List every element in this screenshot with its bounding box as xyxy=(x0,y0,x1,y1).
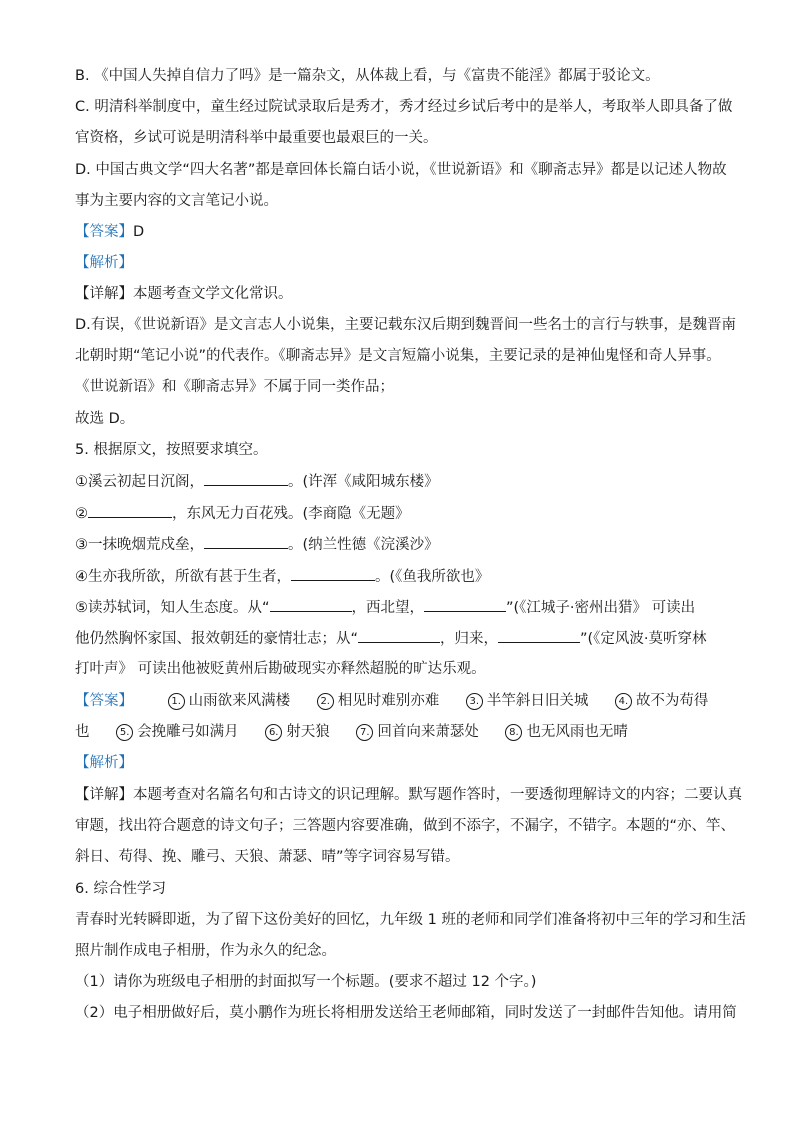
q5-item-5-text-c: ”(《江城子·密州出猎》 可读出 xyxy=(506,600,696,616)
q4-explanation-1: D.有误，《世说新语》是文言志人小说集，主要记载东汉后期到魏晋间一些名士的言行与轶事，是魏晋南 xyxy=(75,317,737,333)
answer-item: 5. 会挽雕弓如满月 xyxy=(116,724,239,740)
fill-blank[interactable] xyxy=(424,597,506,612)
answer-item: 2. 相见时难别亦难 xyxy=(317,693,440,709)
q5-item-2-text: ，东风无力百花残。(李商隐《无题》 xyxy=(172,506,410,522)
q5-item-5-text-d: 他仍然胸怀家国、报效朝廷的豪情壮志；从“ xyxy=(75,631,359,647)
answer-label: 【答案】 xyxy=(75,224,133,240)
detail-label: 【详解】 xyxy=(75,286,133,302)
q5-detail-3: 斜日、苟得、挽、雕弓、天狼、萧瑟、晴”等字词容易写错。 xyxy=(75,849,460,865)
option-d-line-2: 事为主要内容的文言笔记小说。 xyxy=(75,193,278,209)
answer-item: 3. 半竿斜日旧关城 xyxy=(466,693,589,709)
option-c-line-2: 官资格，乡试可说是明清科举中最重要也最艰巨的一关。 xyxy=(75,130,438,146)
answer-item: 4. 故不为苟得 xyxy=(615,693,709,709)
q5-item-5-line-3: 打叶声》 可读出他被贬黄州后勘破现实亦释然超脱的旷达乐观。 xyxy=(75,661,486,677)
q4-explanation-3: 《世说新语》和《聊斋志异》不属于同一类作品； xyxy=(75,379,394,395)
q5-detail-2: 审题，找出符合题意的诗文句子；三答题内容要准确，做到不添字，不漏字，不错字。本题的“亦、竿、 xyxy=(75,818,736,834)
q6-intro-2: 照片制作成电子相册，作为永久的纪念。 xyxy=(75,943,336,959)
fill-blank[interactable] xyxy=(88,503,172,518)
q5-answer-row-2 xyxy=(75,722,628,742)
fill-blank[interactable] xyxy=(270,597,352,612)
q5-detail-1 xyxy=(75,785,742,805)
q6-subquestion-2: （2）电子相册做好后，莫小鹏作为班长将相册发送给王老师邮箱，同时发送了一封邮件告知他。请用简 xyxy=(75,1005,737,1021)
answer-wrap: 也 xyxy=(75,724,90,740)
q5-item-5-line-2 xyxy=(75,628,707,649)
q5-item-1-source: 。(许浑《咸阳城东楼》 xyxy=(288,474,439,490)
q4-explanation-2: 北朝时期“笔记小说”的代表作。《聊斋志异》是文言短篇小说集，主要记录的是神仙鬼怪和奇人异事。 xyxy=(75,348,721,364)
option-b: B. 《中国人失掉自信力了吗》是一篇杂文，从体裁上看，与《富贵不能淫》都属于驳论文。 xyxy=(75,68,660,84)
q4-detail xyxy=(75,284,293,304)
q6-title: 6. 综合性学习 xyxy=(75,881,166,897)
q5-item-3-text: ③一抹晚烟荒戍垒， xyxy=(75,537,204,553)
q5-item-5-line-1 xyxy=(75,597,695,618)
q5-item-3 xyxy=(75,534,439,555)
fill-blank[interactable] xyxy=(204,471,288,486)
answer-item: 7. 回首向来萧瑟处 xyxy=(356,724,479,740)
q5-item-5-text-b: ，西北望， xyxy=(351,600,425,616)
fill-blank[interactable] xyxy=(204,534,288,549)
q4-analysis-label: 【解析】 xyxy=(75,255,133,271)
q5-item-1-text: ①溪云初起日沉阁， xyxy=(75,474,204,490)
answer-value: D xyxy=(133,224,145,240)
q5-item-4-text: ④生亦我所欲，所欲有甚于生者， xyxy=(75,569,291,585)
q5-item-4-source: 。(《鱼我所欲也》 xyxy=(375,569,490,585)
detail-label: 【详解】 xyxy=(75,787,133,803)
fill-blank[interactable] xyxy=(291,566,375,581)
answer-label: 【答案】 xyxy=(75,693,133,709)
answer-item: 1. 山雨欲来风满楼 xyxy=(168,693,291,709)
fill-blank[interactable] xyxy=(358,628,440,643)
q5-item-5-text-f: ”(《定风波·莫听穿林 xyxy=(580,631,707,647)
q5-item-2-marker: ② xyxy=(75,506,88,522)
q5-title: 5. 根据原文，按照要求填空。 xyxy=(75,442,268,458)
fill-blank[interactable] xyxy=(498,628,580,643)
detail-text: 本题考查对名篇名句和古诗文的识记理解。默写题作答时，一要透彻理解诗文的内容；二要认真 xyxy=(133,787,742,803)
q6-intro-1: 青春时光转瞬即逝，为了留下这份美好的回忆，九年级 1 班的老师和同学们准备将初中三年的学习和生活 xyxy=(75,912,746,928)
q5-item-5-text-a: ⑤读苏轼词，知人生态度。从“ xyxy=(75,600,270,616)
answer-item: 6. 射天狼 xyxy=(265,724,330,740)
answer-item: 8. 也无风雨也无晴 xyxy=(505,724,628,740)
q5-analysis-label: 【解析】 xyxy=(75,755,133,771)
option-c-line-1: C. 明清科举制度中，童生经过院试录取后是秀才，秀才经过乡试后考中的是举人，考取举人即具备了做 xyxy=(75,99,733,115)
q5-item-4 xyxy=(75,566,489,587)
detail-text: 本题考查文学文化常识。 xyxy=(133,286,293,302)
q5-item-2 xyxy=(75,503,410,524)
q4-answer xyxy=(75,222,144,242)
q4-conclusion: 故选 D。 xyxy=(75,411,135,427)
q5-item-5-text-e: ，归来， xyxy=(440,631,499,647)
q5-answer-row-1 xyxy=(75,691,708,711)
q5-item-1 xyxy=(75,471,439,492)
q5-item-3-source: 。(纳兰性德《浣溪沙》 xyxy=(288,537,439,553)
option-d-line-1: D. 中国古典文学“四大名著”都是章回体长篇白话小说，《世说新语》和《聊斋志异》都是以记述人物故 xyxy=(75,162,727,178)
q6-subquestion-1: （1）请你为班级电子相册的封面拟写一个标题。(要求不超过 12 个字。) xyxy=(75,974,537,990)
